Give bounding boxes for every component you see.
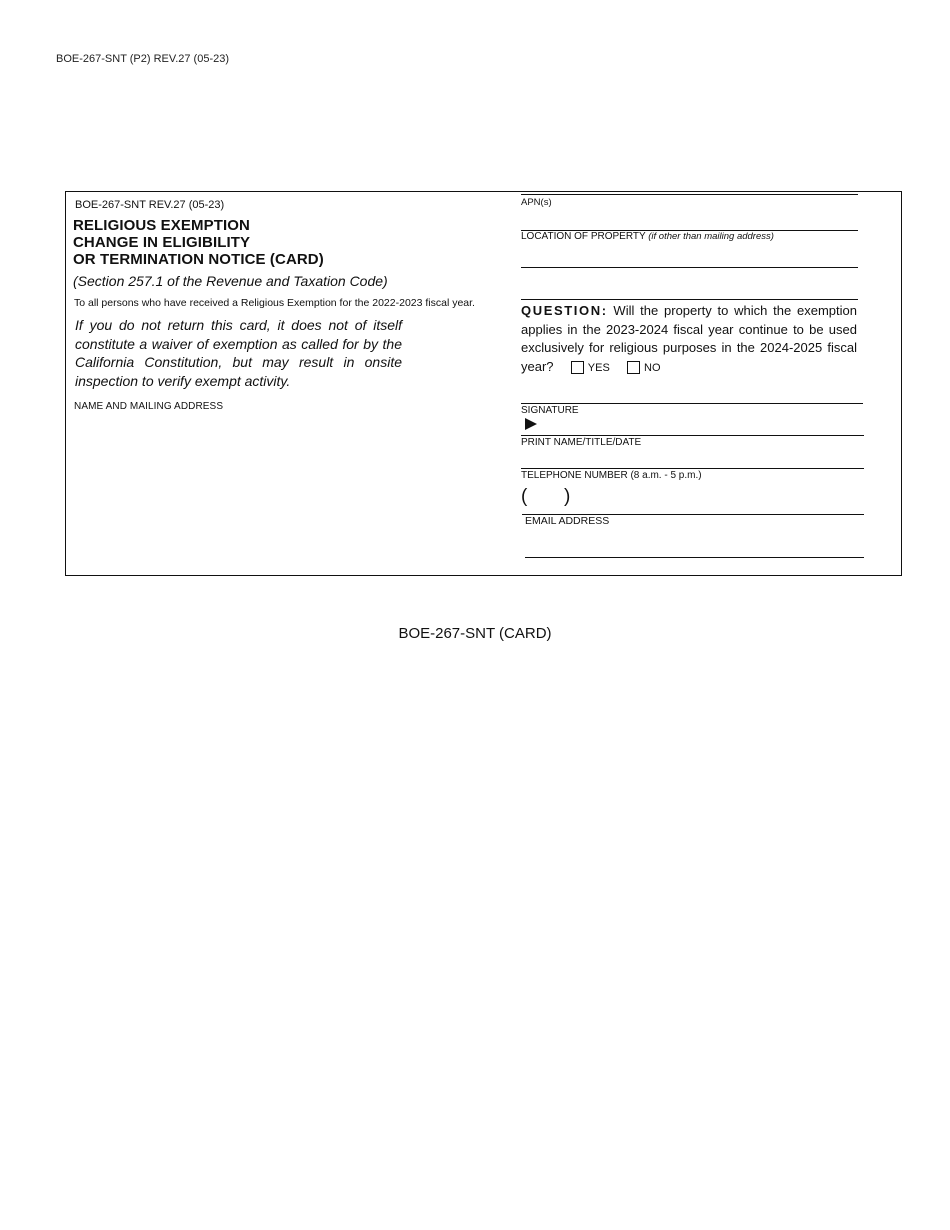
email-bottom-rule [525, 557, 864, 558]
question-label: QUESTION: [521, 303, 608, 318]
question-text: Will the property to which the exemption applies in the 2023-2024 fiscal year continue to be used exclusively for religious purposes in the 2024-2025 fiscal year? [521, 303, 857, 374]
email-address-field[interactable] [525, 528, 864, 556]
yes-label: YES [587, 361, 610, 374]
signature-label: SIGNATURE [521, 405, 579, 416]
apn-field[interactable] [521, 208, 858, 229]
email-label: EMAIL ADDRESS [525, 515, 610, 527]
name-and-mailing-address-label: NAME AND MAILING ADDRESS [74, 401, 224, 412]
apn-top-rule [521, 194, 858, 195]
question-top-rule [521, 299, 858, 300]
location-label-note: (if other than mailing address) [648, 231, 774, 242]
no-label: NO [644, 361, 661, 374]
telephone-area-code-close: ) [564, 486, 571, 507]
card-form-code: BOE-267-SNT REV.27 (05-23) [75, 199, 225, 211]
location-of-property-field[interactable] [521, 244, 858, 266]
signature-arrow-icon [525, 418, 537, 430]
yes-checkbox[interactable] [571, 361, 584, 374]
question-block [521, 302, 857, 377]
location-label [521, 231, 774, 242]
title-line-3: OR TERMINATION NOTICE (CARD) [73, 251, 324, 268]
signature-field[interactable] [540, 416, 862, 434]
signature-bottom-rule [521, 435, 864, 436]
print-name-title-date-field[interactable] [521, 449, 864, 467]
telephone-number-field[interactable] [575, 486, 863, 510]
warning-text: If you do not return this card, it does not of itself constitute a waiver of exemption as called for by the California Constitution, but may result in onsite inspection to verify exempt activity. [75, 317, 402, 390]
location-label-text: LOCATION OF PROPERTY [521, 231, 646, 242]
print-name-title-date-label: PRINT NAME/TITLE/DATE [521, 437, 642, 448]
telephone-area-code-open: ( [521, 486, 528, 507]
card-title [73, 217, 324, 268]
name-and-mailing-address-area[interactable] [74, 416, 494, 566]
title-line-1: RELIGIOUS EXEMPTION [73, 217, 250, 234]
telephone-label: TELEPHONE NUMBER (8 a.m. - 5 p.m.) [521, 470, 702, 481]
page-form-code: BOE-267-SNT (P2) REV.27 (05-23) [56, 53, 230, 65]
print-name-bottom-rule [521, 468, 864, 469]
section-reference: (Section 257.1 of the Revenue and Taxation Code) [73, 273, 388, 289]
no-checkbox[interactable] [627, 361, 640, 374]
card-footer-code: BOE-267-SNT (CARD) [398, 625, 552, 642]
telephone-area-code-field[interactable] [528, 486, 562, 510]
signature-top-rule [521, 403, 863, 404]
title-line-2: CHANGE IN ELIGIBILITY [73, 234, 251, 251]
location-bottom-rule [521, 267, 858, 268]
apn-label: APN(s) [521, 197, 552, 208]
recipients-text: To all persons who have received a Religious Exemption for the 2022-2023 fiscal year. [74, 297, 475, 309]
